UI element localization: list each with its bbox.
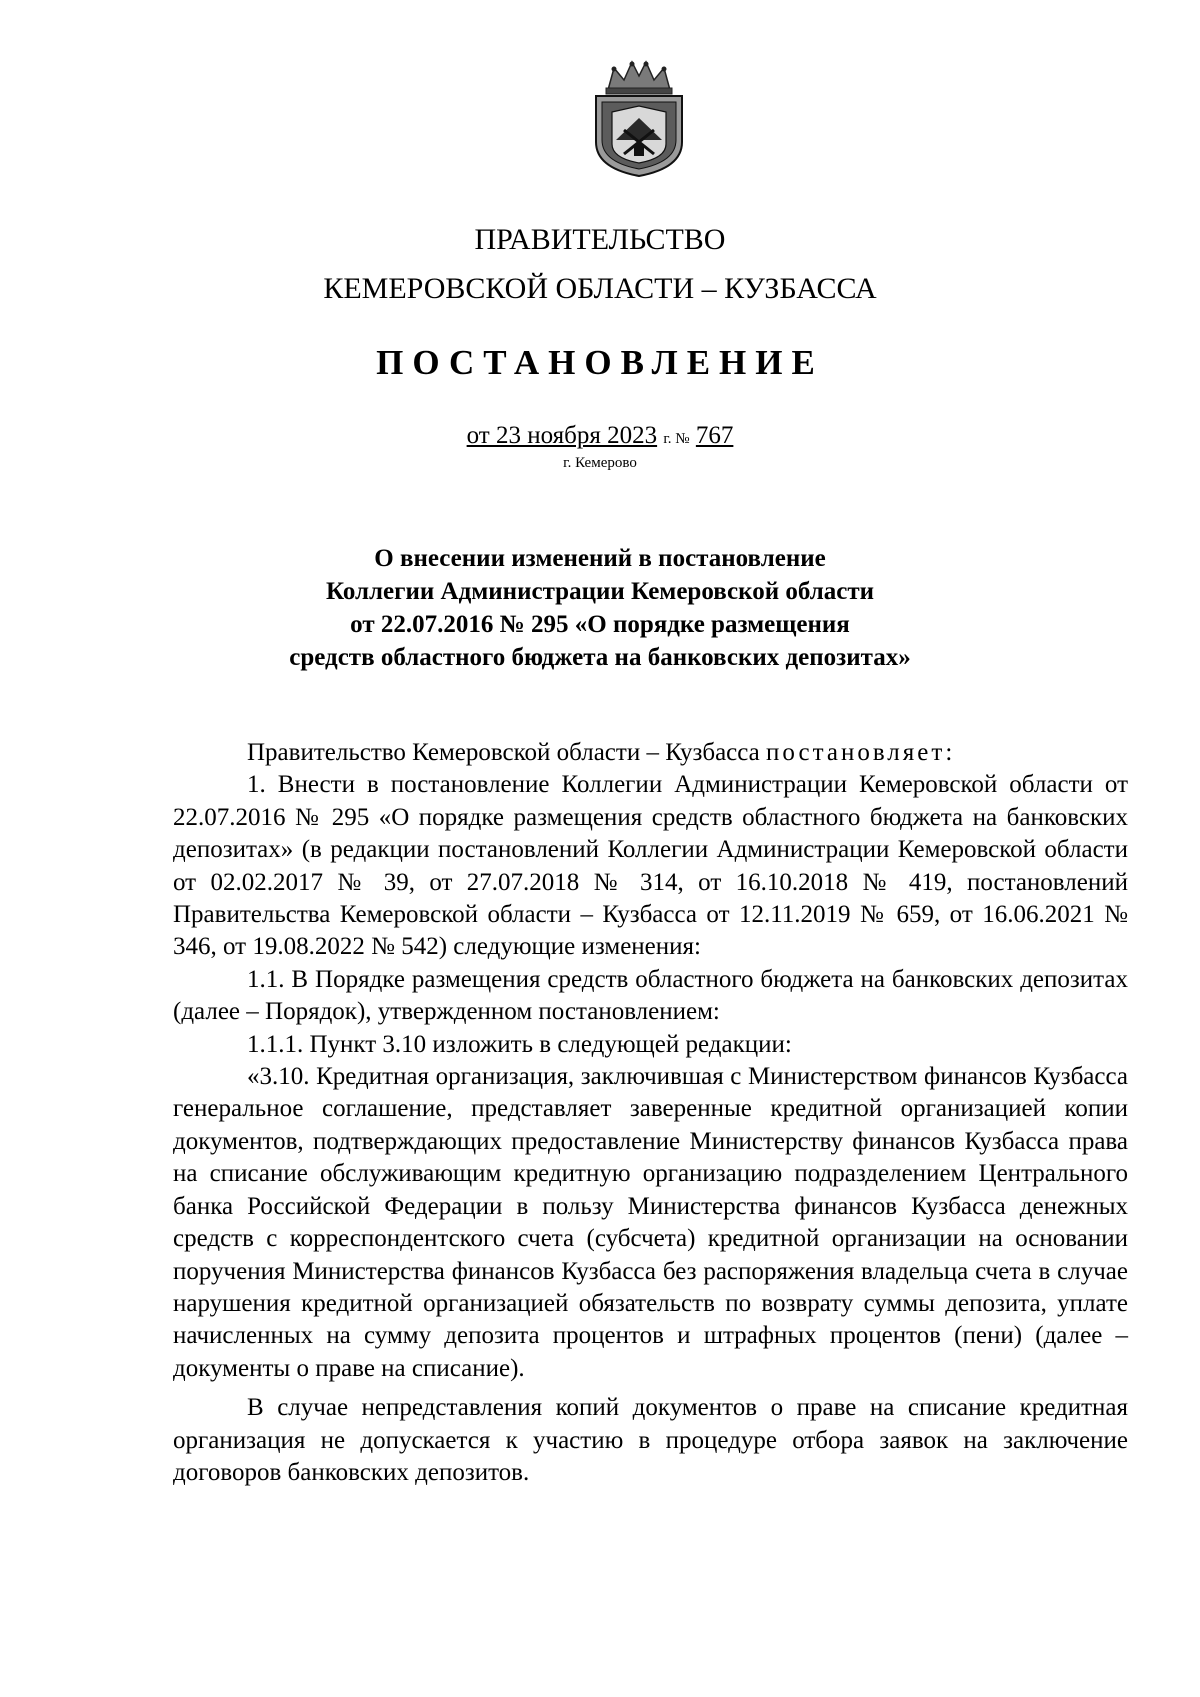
intro-paragraph xyxy=(173,737,1128,769)
decree-date-number xyxy=(0,422,1200,450)
decree-number: 767 xyxy=(695,422,734,449)
government-name-line2: КЕМЕРОВСКОЙ ОБЛАСТИ – КУЗБАССА xyxy=(323,272,877,305)
decree-title: ПОСТАНОВЛЕНИЕ xyxy=(376,343,824,382)
government-name-line1: ПРАВИТЕЛЬСТВО xyxy=(474,223,726,256)
subject-line: средств областного бюджета на банковских депозитах» xyxy=(289,644,911,671)
coat-of-arms-icon xyxy=(590,60,688,178)
subject-line: О внесении изменений в постановление xyxy=(374,545,826,572)
decree-city: г. Кемерово xyxy=(563,455,637,471)
subject-line: от 22.07.2016 № 295 «О порядке размещения xyxy=(350,611,850,638)
intro-colon: : xyxy=(945,739,953,766)
intro-text: Правительство Кемеровской области – Кузбасса xyxy=(247,739,760,766)
decree-subject xyxy=(0,542,1200,674)
decree-number-prefix: г. № xyxy=(663,431,690,447)
decree-body xyxy=(173,737,1128,1489)
decree-date: от 23 ноября 2023 xyxy=(466,422,658,449)
paragraph-1-1-1: 1.1.1. Пункт 3.10 изложить в следующей редакции: xyxy=(247,1030,792,1058)
intro-resolves: постановляет xyxy=(766,739,946,766)
paragraph-1-1: 1.1. В Порядке размещения средств областного бюджета на банковских депозитах (далее – Порядок), утвержденном постановлением: xyxy=(173,965,1128,1026)
paragraph-3-10: «3.10. Кредитная организация, заключившая с Министерством финансов Кузбасса генеральное соглашение, представляет заверенные кредитной организацией копии документов, подтверждающих предоставление Министерству финансов Кузбасса права на списание обслуживающим кредитную организацию подразделением Центрального банка Российской Федерации в пользу Министерства финансов Кузбасса денежных средств с корреспондентского счета (субсчета) кредитной организации на основании поручения Министерства финансов Кузбасса без распоряжения владельца счета в случае нарушения кредитной организацией обязательств по возврату суммы депозита, уплате начисленных на сумму депозита процентов и штрафных процентов (пени) (далее – документы о праве на списание). xyxy=(173,1063,1128,1382)
subject-line: Коллегии Администрации Кемеровской области xyxy=(325,578,875,605)
paragraph-3-10-continued: В случае непредставления копий документов о праве на списание кредитная организация не допускается к участию в процедуре отбора заявок на заключение договоров банковских депозитов. xyxy=(173,1394,1128,1486)
paragraph-1: 1. Внести в постановление Коллегии Администрации Кемеровской области от 22.07.2016 № 295 «О порядке размещения средств областного бюджета на банковских депозитах» (в редакции постановлений Коллегии Администрации Кемеровской области от 02.02.2017 № 39, от 27.07.2018 № 314, от 16.10.2018 № 419, постановлений Правительства Кемеровской области – Кузбасса от 12.11.2019 № 659, от 16.06.2021 № 346, от 19.08.2022 № 542) следующие изменения: xyxy=(173,771,1128,961)
